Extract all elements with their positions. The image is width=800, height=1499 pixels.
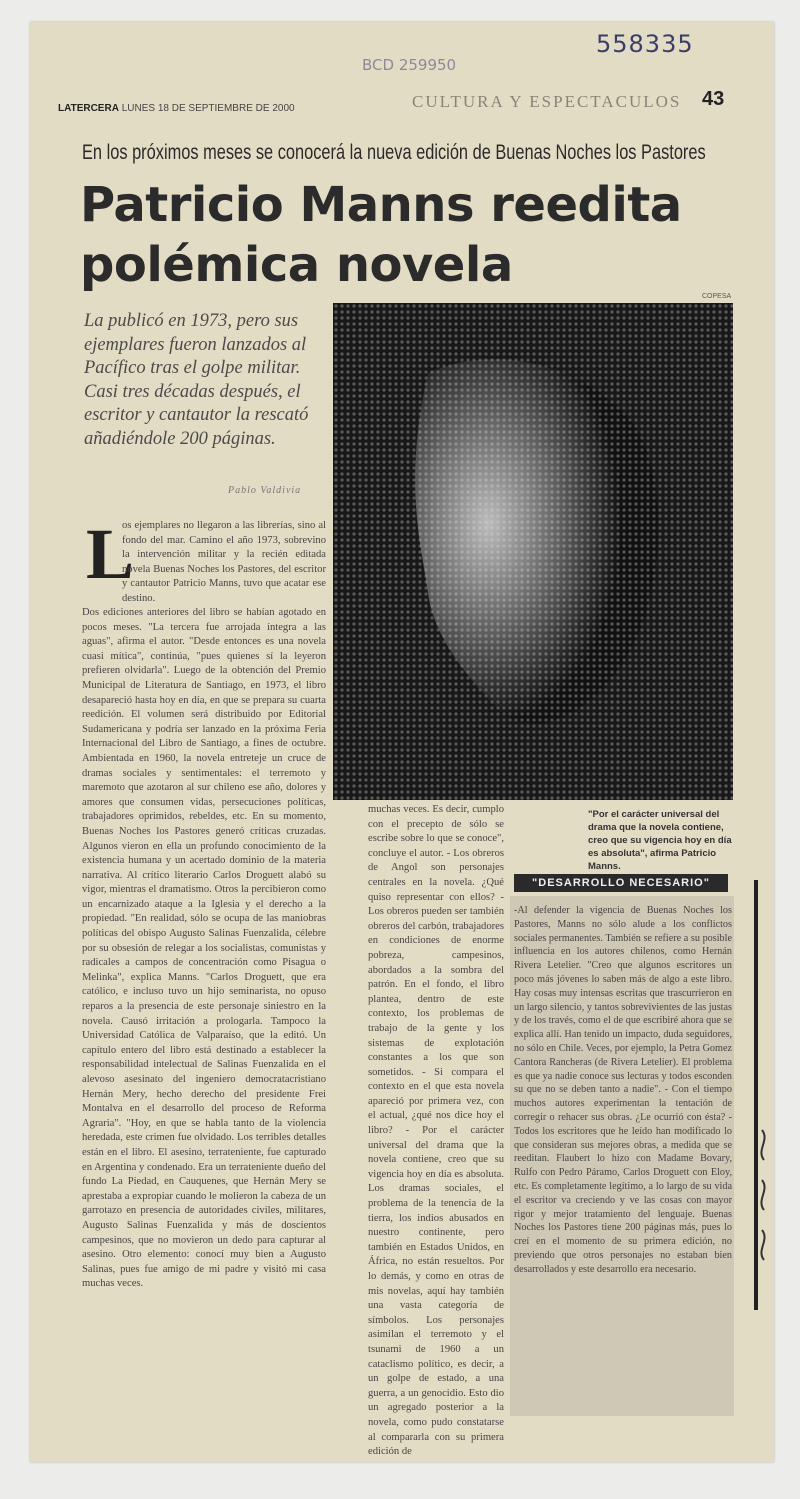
masthead-paper: LATERCERA [58, 103, 119, 114]
body-column-1: Dos ediciones anteriores del libro se habían agotado en pocos meses. "La tercera fue arrojada íntegra a las aguas", afirma el autor. "Desde entonces es una novela cuasi mítica", continúa, "pues quienes sí la leyeron prefieren olvidarla". Luego de la obtención del Premio Municipal de Literatura de Santiago, en 1973, el libro desapareció hasta hoy en día, en que se prepara su cuarta reedición. El volumen será distribuido por Editorial Sudamericana y podría ser lanzado en la próxima Feria Internacional del Libro de Santiago, a fines de octubre. Ambientada en 1960, la novela entreteje un cruce de dramas sociales y sentimentales: el terremoto y maremoto que azotaron al sur chileno ese año, dolores y amores que consumen vidas, persecuciones políticas, trabajadores oprimidos, rebeldes, etc. En su momento, Buenas Noches los Pastores generó críticas cruzadas. Algunos vieron en ella un profundo conocimiento de la existencia humana y un acertado dominio de la materia narrativa. Al crítico literario Carlos Droguett alabó su vigor, mientras el dramatismo. Otros la percibieron como un encarnizado ataque a la Iglesia y el derecho a la propiedad. "En realidad, sólo se ocupa de las maniobras políticas del obispo Augusto Salinas Fuenzalida, célebre por su obsesión de relegar a los socialistas, comunistas y radicales a campos de concentración como Pisagua o Melinka", explica Manns. "Carlos Droguett, que era católico, e incluso tuvo un hijo seminarista, no opuso reparos a la presencia de este personaje siniestro en la novela. Causó irritación a prologarla. Tampoco la Universidad Católica de Valparaíso, que la editó. Un capítulo entero del libro está destinado a establecer la responsabilidad intelectual de Salinas Fuenzalida en el alevoso asesinato del ingeniero democratacristiano Hernán Mery, hecho derecho del presidente Frei Montalva en el desarrollo del proceso de Reforma Agraria". "Hoy, en que se habla tanto de la violencia heredada, este crimen fue olvidado. Los terribles detalles están en el libro. El asesino, terrateniente, fue capturado en Argentina y condenado. Era un terrateniente dueño del fundo La Piedad, en Cauquenes, que Hernán Mery se aprestaba a expropiar cuando le molieron la cabeza de un garrotazo en presencia de autoridades civiles, militares, Augusto Salinas Fuenzalida y más de doscientos campesinos, que no movieron un dedo para capturar al asesino. Otro elemento: conocí muy bien a Augusto Salinas, pues fue amigo de mi padre y visitó mi casa muchas veces. [82, 607, 326, 1290]
headline: Patricio Manns reedita polémica novela [80, 177, 682, 293]
photo-credit: COPESA [702, 293, 732, 300]
subhead: La publicó en 1973, pero sus ejemplares fueron lanzados al Pacífico tras el golpe militar. Casi tres décadas después, el escritor y cantautor la rescató añadiéndole 200 páginas. [84, 311, 309, 449]
sidebar-title: "DESARROLLO NECESARIO" [514, 874, 728, 892]
lead-paragraph: os ejemplares no llegaron a las librerías, sino al fondo del mar. Camino el año 1973, sobrevino la intervención militar y la recién editada novela Buenas Noches los Pastores, del escritor y cantautor Patricio Manns, tuvo que acatar ese destino. [122, 520, 326, 604]
drop-cap: L [86, 514, 135, 594]
masthead [58, 103, 295, 114]
pull-quote-text: "Por el carácter universal del drama que la novela contiene, creo que su vigencia hoy en día es absoluta", afirma Patricio Manns. [588, 809, 732, 872]
page-number: 43 [702, 88, 725, 110]
sidebar-text: -Al defender la vigencia de Buenas Noches los Pastores, Manns no sólo alude a los conflictos sociales permanentes. También se refiere a su posible influencia en los autores chilenos, como Hernán Rivera Letelier. "Creo que algunos escritores un poco más jóvenes lo saben más de algo a este libro. Hay cosas muy intensas escritas que trascurrieron en un largo silencio, y tantos sobrevivientes de las justas y de los través, como el de que escribiré ahora que se explica allí. Han tenido un impacto, duda seguidores, no sólo en Chile. Veces, por ejemplo, la Petra Gomez Cantora Rancheras (de Rivera Letelier). El problema es que ya nadie conoce sus lecturas y todos esconden su que no se deben tanto a nadie". - Con el tiempo muchos autores experimentan la tentación de corregir o rehacer sus obras. ¿Le ocurrió con ésta? - Todos los escritores que he leído han modificado lo que consideran sus mejores obras, a medida que se reeditan. Flaubert lo hizo con Madame Bovary, Rulfo con Pedro Páramo, Carlos Droguett con Eloy, etc. Es completamente legítimo, a lo largo de su vida el escritor va creciendo y ve las cosas con mayor rigor y mejor tratamiento del lenguaje. Buenas Noches los Pastores tiene 200 páginas más, pues lo creí en el momento de su primera edición, no previendo que otros personajes no estaban bien desarrollados y este desarrollo era necesario. [514, 905, 732, 1275]
masthead-date: LUNES 18 DE SEPTIEMBRE DE 2000 [121, 103, 295, 114]
author-portrait-photo [333, 303, 733, 800]
body-column-2: muchas veces. Es decir, cumplo con el precepto de sólo se escribe sobre lo que se conoce", concluye el autor. - Los obreros de Angol son personajes centrales en la novela. ¿Qué quiso representar con ellos? - Los obreros pueden ser también obreros del carbón, trabajadores en condiciones de enorme pobreza, campesinos, abordados a la sombra del patrón. En el fondo, el libro plantea, dentro de este contexto, los problemas de trabajo de la gente y los sistemas de explotación constantes a los que son sometidos. - Si compara el contexto en el que esta novela apareció por primera vez, con el actual, ¿qué nos dice hoy el libro? - Por el carácter universal del drama que la novela contiene, creo que su vigencia hoy en día es absoluta. Los dramas sociales, el problema de la tenencia de la tierra, los indios abusados en nuestro continente, pero también en Estados Unidos, en África, no están resueltos. Por lo demás, y como en otras de mis novelas, aquí hay también una vasta categoría de símbolos. Los personajes asimilan el terremoto y el tsunami de 1960 a un cataclismo político, es decir, a un golpe de estado, a una guerra, a un genocidio. Esto dio un agregado posterior a la novela, como pudo constatarse al compararla con su primera edición de [368, 804, 504, 1458]
inventory-code: BCD 259950 [362, 56, 457, 74]
pull-quote [588, 808, 734, 873]
adjacent-page-scrap [748, 880, 774, 1310]
section-name: CULTURA Y ESPECTACULOS [412, 92, 682, 111]
byline: Pablo Valdivia [228, 485, 302, 496]
kicker: En los próximos meses se conocerá la nueva edición de Buenas Noches los Pastores [82, 141, 706, 164]
inventory-number: 558335 [596, 30, 694, 58]
